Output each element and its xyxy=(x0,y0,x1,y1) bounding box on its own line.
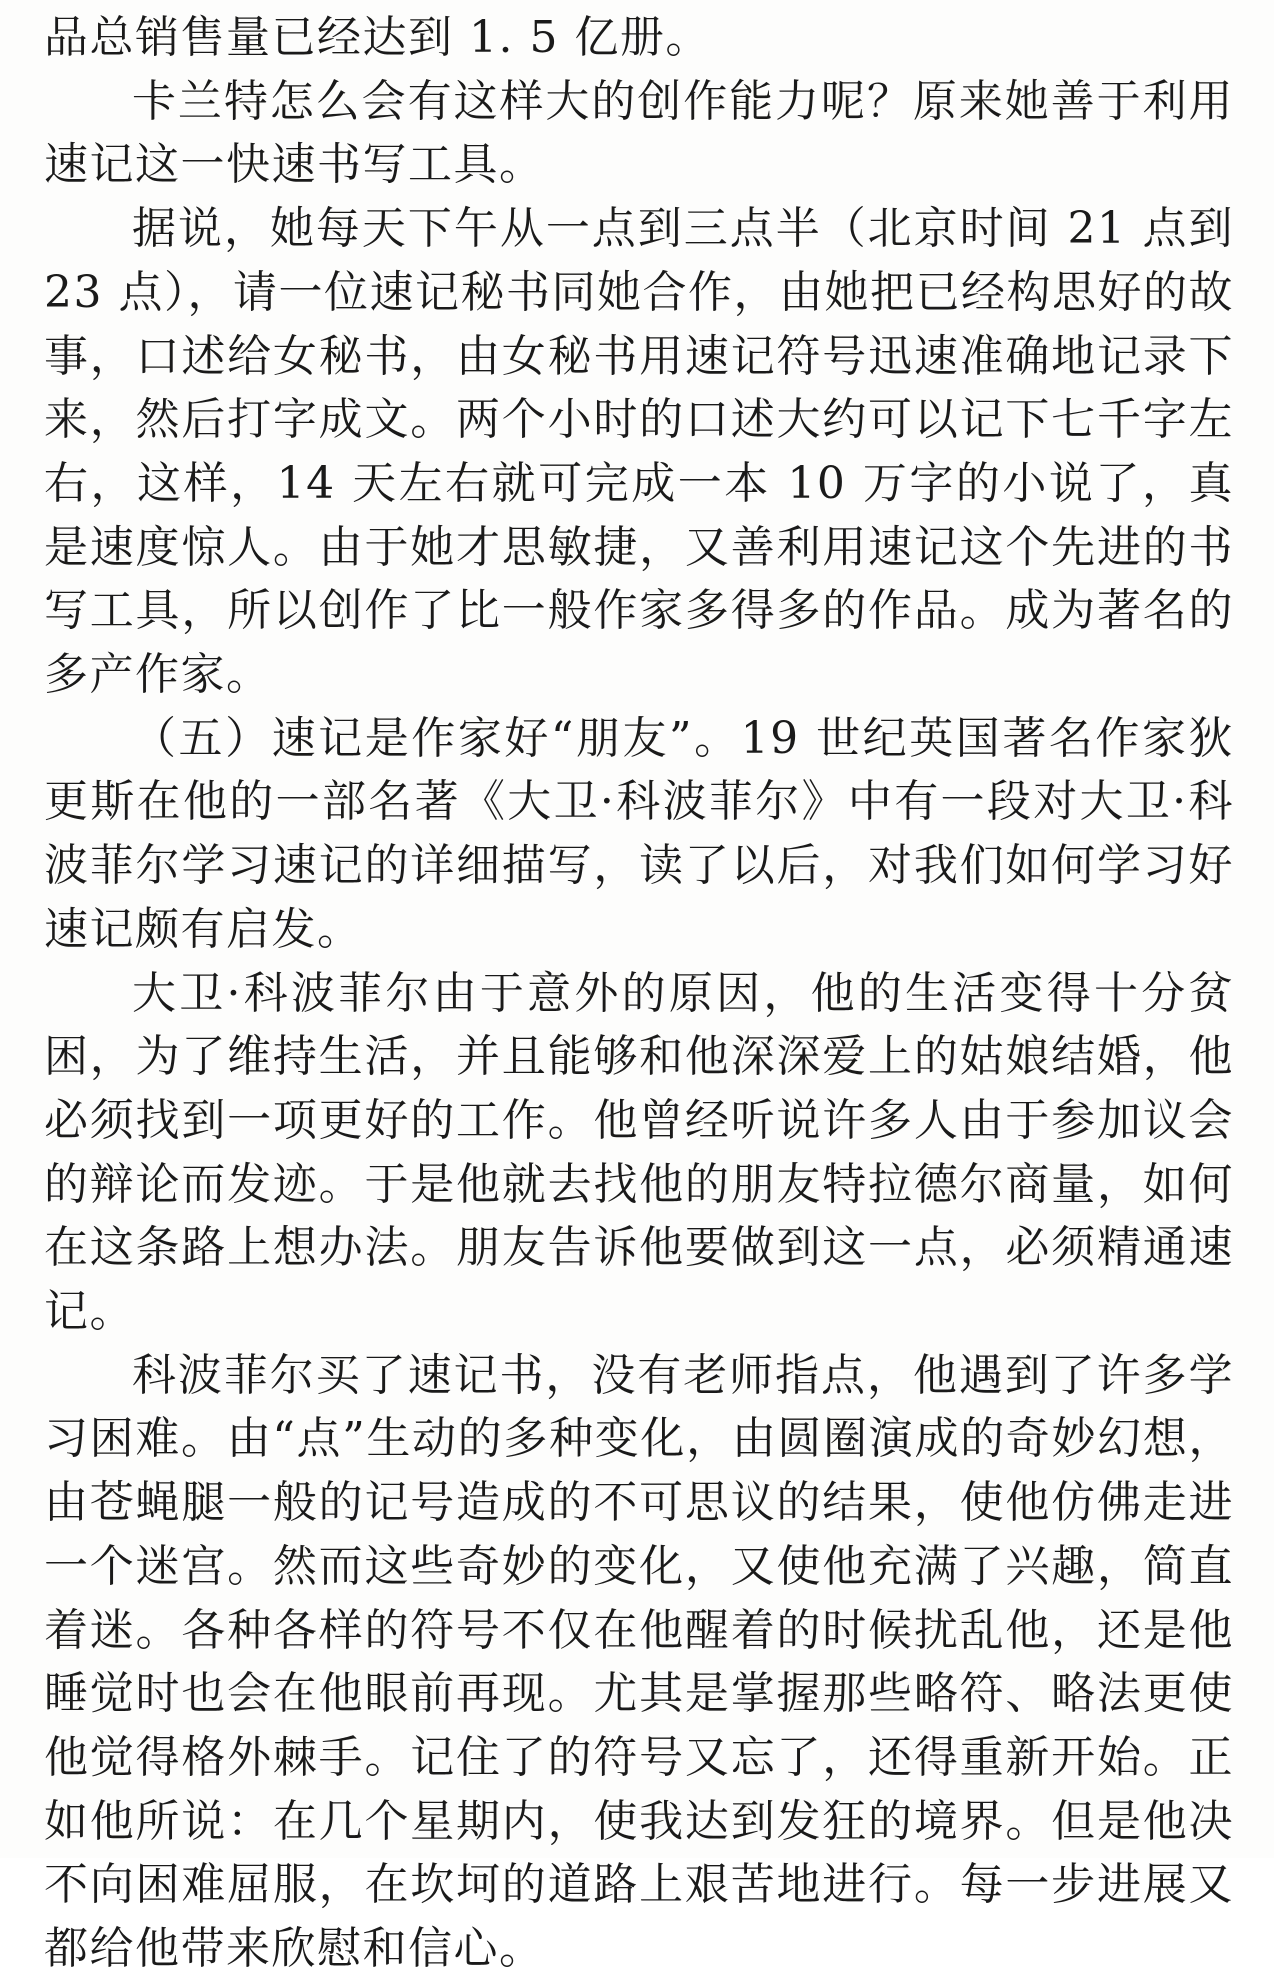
paragraph-karan-creativity: 卡兰特怎么会有这样大的创作能力呢？原来她善于利用速记这一快速书写工具。 xyxy=(44,75,1234,191)
paragraph-daily-dictation: 据说，她每天下午从一点到三点半（北京时间 21 点到 23 点），请一位速记秘书同她合作，由她把已经构思好的故事，口述给女秘书，由女秘书用速记符号迅速准确地记录下来，然后打字成文。两个小时的口述大约可以记下七千字左右，这样，14 天左右就可完成一本 10 万字的小说了，真是速度惊人。由于她才思敏捷，又善利用速记这个先进的书写工具，所以创作了比一般作家多得多的作品。成为著名的多产作家。 xyxy=(44,203,1234,701)
paragraph-continued: 品总销售量已经达到 1. 5 亿册。 xyxy=(44,12,711,63)
paragraph-copperfield-study: 科波菲尔买了速记书，没有老师指点，他遇到了许多学习困难。由“点”生动的多种变化，由圆圈演成的奇妙幻想，由苍蝇腿一般的记号造成的不可思议的结果，使他仿佛走进一个迷宫。然而这些奇妙的变化，又使他充满了兴趣，简直着迷。各种各样的符号不仅在他醒着的时候扰乱他，还是他睡觉时也会在他眼前再现。尤其是掌握那些略符、略法更使他觉得格外棘手。记住了的符号又忘了，还得重新开始。正如他所说：在几个星期内，使我达到发狂的境界。但是他决不向困难屈服，在坎坷的道路上艰苦地进行。每一步进展又都给他带来欣慰和信心。 xyxy=(44,1349,1234,1975)
body-text xyxy=(44,6,1234,1981)
paragraph-section-five: （五）速记是作家好“朋友”。19 世纪英国著名作家狄更斯在他的一部名著《大卫·科波菲尔》中有一段对大卫·科波菲尔学习速记的详细描写，读了以后，对我们如何学习好速记颇有启发。 xyxy=(44,712,1234,955)
paragraph-copperfield-poverty: 大卫·科波菲尔由于意外的原因，他的生活变得十分贫困，为了维持生活，并且能够和他深深爱上的姑娘结婚，他必须找到一项更好的工作。他曾经听说许多人由于参加议会的辩论而发迹。于是他就去找他的朋友特拉德尔商量，如何在这条路上想办法。朋友告诉他要做到这一点，必须精通速记。 xyxy=(44,967,1234,1338)
